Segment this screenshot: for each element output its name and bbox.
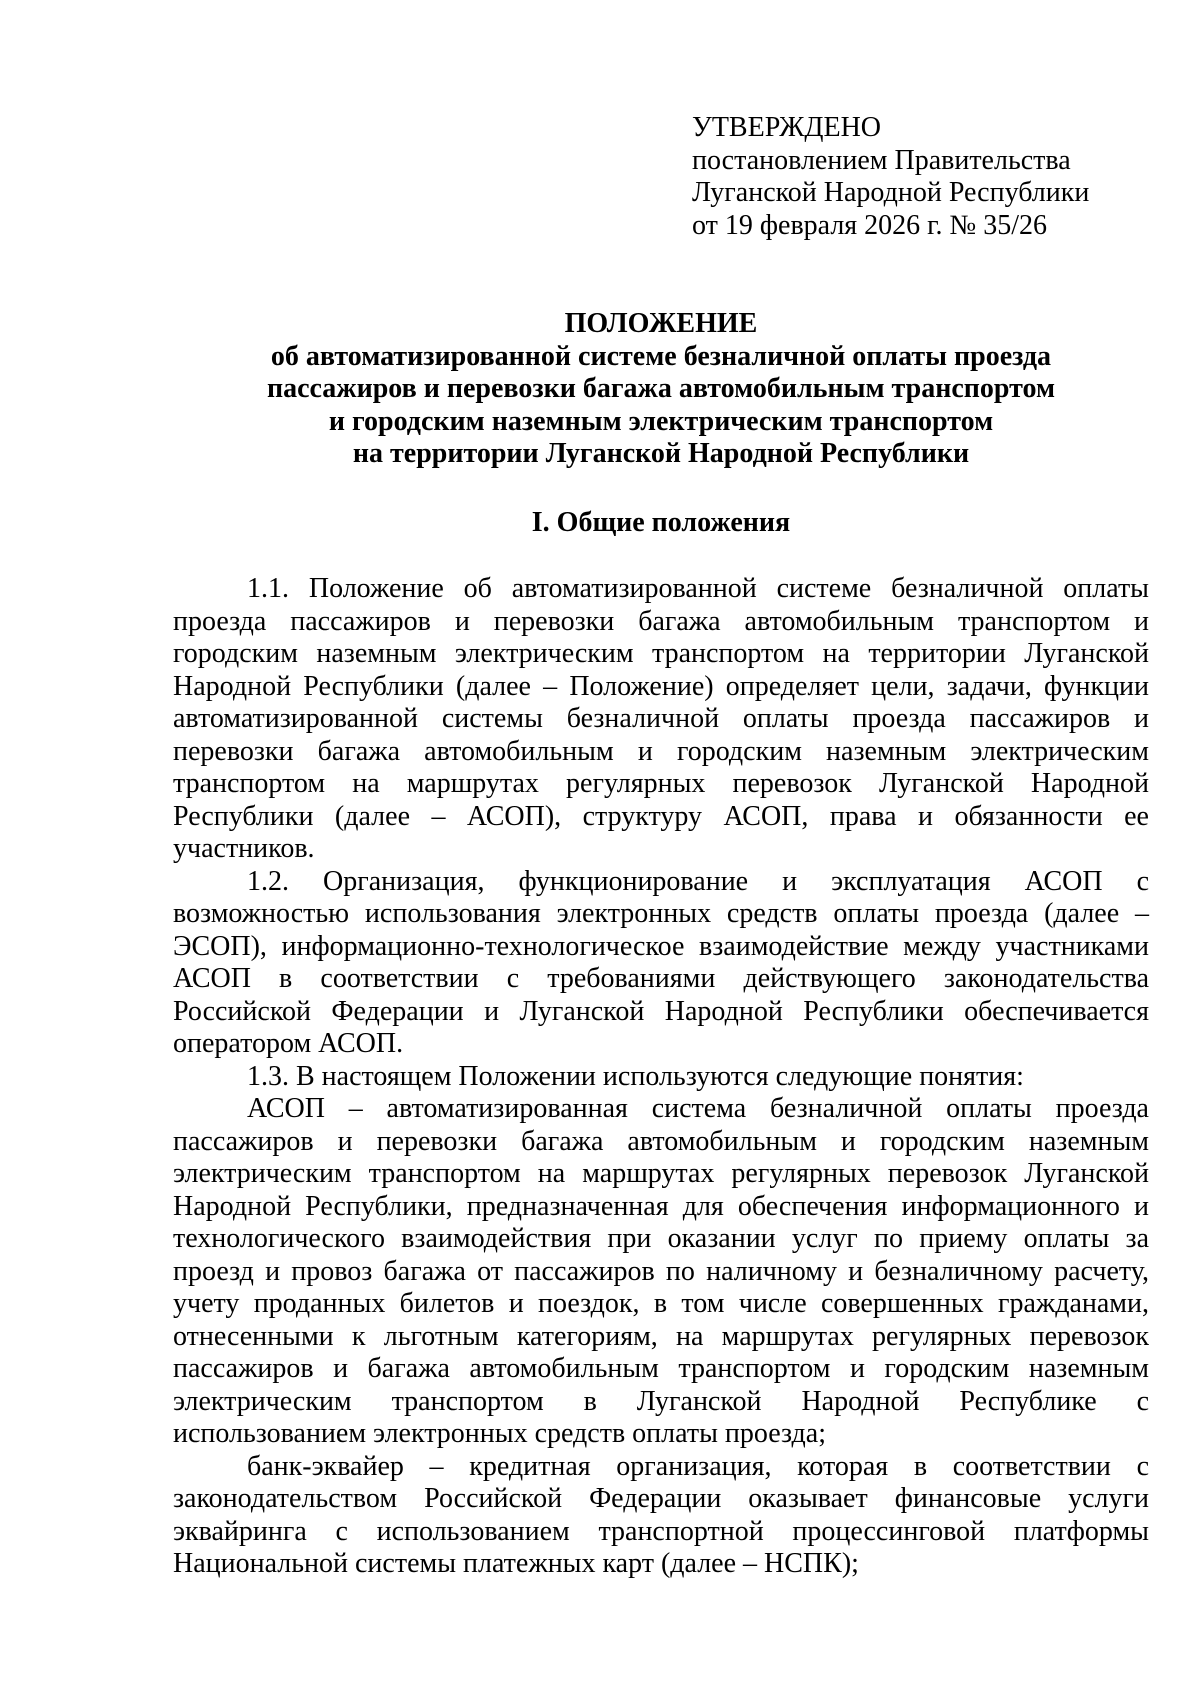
title-line-5: на территории Луганской Народной Республики (352, 438, 970, 469)
definition-acquirer-bank: банк-эквайер – кредитная организация, которая в соответствии с законодательством Российской Федерации оказывает финансовые услуги эквайринга с использованием транспортной процессинговой платформы Национальной системы платежных карт (далее – НСПК); (173, 1450, 1149, 1579)
title-line-3: пассажиров и перевозки багажа автомобильным транспортом (266, 373, 1056, 404)
title-line-4: и городским наземным электрическим транспортом (328, 405, 994, 437)
paragraph-1-1: 1.1. Положение об автоматизированной системе безналичной оплаты проезда пассажиров и перевозки багажа автомобильным транспортом и городским наземным электрическим транспортом на территории Луганской Народной Республики (далее – Положение) определяет цели, задачи, функции автоматизированной системы безналичной оплаты проезда пассажиров и перевозки багажа автомобильным и городским наземным электрическим транспортом на маршрутах регулярных перевозок Луганской Народной Республики (далее – АСОП), структуру АСОП, права и обязанности ее участников. (173, 573, 1149, 864)
document-title (173, 308, 1149, 471)
title-line-1: ПОЛОЖЕНИЕ (564, 308, 758, 339)
paragraph-1-3: 1.3. В настоящем Положении используются следующие понятия: (247, 1060, 1024, 1092)
document-body (173, 573, 1149, 1581)
approval-authority: постановлением Правительства (692, 144, 1071, 176)
definition-asop: АСОП – автоматизированная система безналичной оплаты проезда пассажиров и перевозки багажа автомобильным и городским наземным электрическим транспортом на маршрутах регулярных перевозок Луганской Народной Республики, предназначенная для обеспечения информационного и технологического взаимодействия при оказании услуг по приему оплаты за проезд и провоз багажа от пассажиров по наличному и безналичному расчету, учету проданных билетов и поездок, в том числе совершенных гражданами, отнесенными к льготным категориям, на маршрутах регулярных перевозок пассажиров и багажа автомобильным транспортом и городским наземным электрическим транспортом в Луганской Народной Республике с использованием электронных средств оплаты проезда; (173, 1093, 1149, 1449)
approval-label: УТВЕРЖДЕНО (692, 112, 882, 143)
section-heading: I. Общие положения (531, 507, 791, 538)
approval-republic: Луганской Народной Республики (692, 177, 1090, 208)
approval-stamp (692, 112, 1172, 242)
approval-date-number: от 19 февраля 2026 г. № 35/26 (692, 209, 1048, 241)
paragraph-1-2: 1.2. Организация, функционирование и эксплуатация АСОП с возможностью использования электронных средств оплаты проезда (далее – ЭСОП), информационно-технологическое взаимодействие между участниками АСОП в соответствии с требованиями действующего законодательства Российской Федерации и Луганской Народной Республики обеспечивается оператором АСОП. (173, 865, 1149, 1059)
title-line-2: об автоматизированной системе безналичной оплаты проезда (270, 340, 1052, 372)
